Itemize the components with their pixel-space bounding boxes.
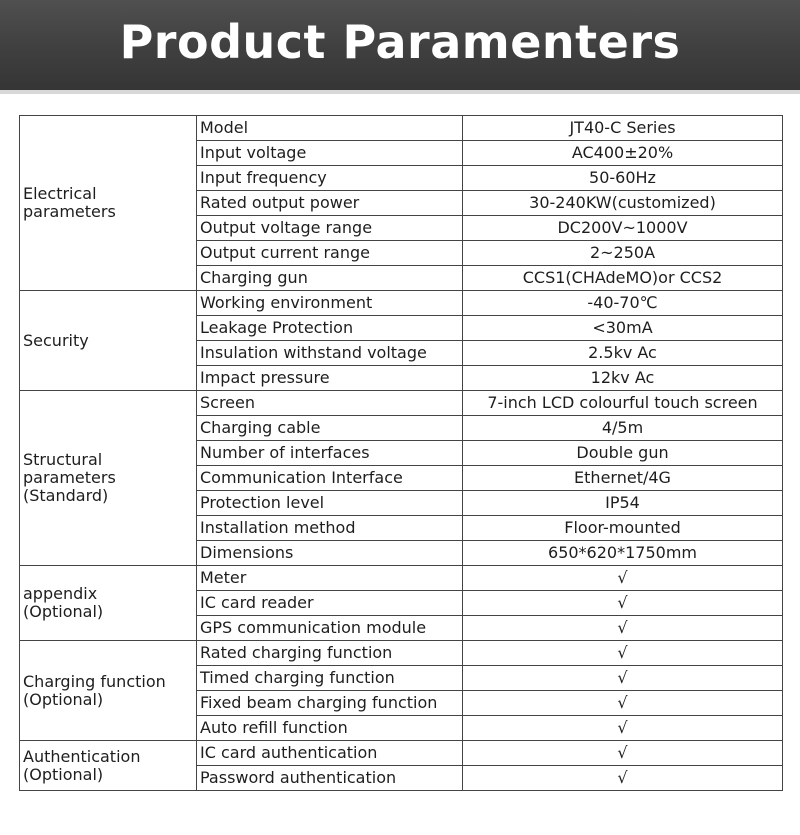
parameter-label: Insulation withstand voltage [197, 341, 463, 366]
parameter-value: -40-70℃ [463, 291, 783, 316]
parameter-value: √ [463, 566, 783, 591]
group-name-line: (Optional) [23, 689, 104, 709]
parameter-label: Output current range [197, 241, 463, 266]
group-name-cell [20, 391, 197, 566]
parameter-value: Double gun [463, 441, 783, 466]
parameter-label: Timed charging function [197, 666, 463, 691]
parameter-label: GPS communication module [197, 616, 463, 641]
parameter-value: CCS1(CHAdeMO)or CCS2 [463, 266, 783, 291]
parameter-value: Floor-mounted [463, 516, 783, 541]
group-name-line: Authentication [23, 746, 141, 766]
parameters-table-body [20, 116, 783, 791]
parameter-label: Working environment [197, 291, 463, 316]
parameter-label: Auto refill function [197, 716, 463, 741]
parameter-value: 4/5m [463, 416, 783, 441]
parameter-value: 2~250A [463, 241, 783, 266]
parameter-value: √ [463, 716, 783, 741]
parameter-label: Leakage Protection [197, 316, 463, 341]
page-title: Product Paramenters [119, 15, 681, 69]
group-name-line: Charging function [23, 671, 166, 691]
parameter-label: Meter [197, 566, 463, 591]
parameter-value: √ [463, 616, 783, 641]
parameter-label: Installation method [197, 516, 463, 541]
group-name-line: (Optional) [23, 764, 104, 784]
group-name-cell [20, 741, 197, 791]
parameter-value: DC200V~1000V [463, 216, 783, 241]
parameter-label: Input frequency [197, 166, 463, 191]
parameter-label: Output voltage range [197, 216, 463, 241]
group-name-line: Electrical [23, 184, 97, 203]
parameter-label: Fixed beam charging function [197, 691, 463, 716]
group-name-line: parameters [23, 202, 116, 221]
parameter-label: Charging gun [197, 266, 463, 291]
parameter-value: 30-240KW(customized) [463, 191, 783, 216]
table-row [20, 741, 783, 766]
table-row [20, 391, 783, 416]
parameter-label: Screen [197, 391, 463, 416]
group-name-line: Structural [23, 450, 103, 469]
group-name-line: (Optional) [23, 602, 104, 621]
table-row [20, 291, 783, 316]
parameter-label: Number of interfaces [197, 441, 463, 466]
parameter-label: Password authentication [197, 766, 463, 791]
table-row [20, 116, 783, 141]
parameter-label: Model [197, 116, 463, 141]
table-row [20, 566, 783, 591]
parameter-label: Impact pressure [197, 366, 463, 391]
parameter-label: Charging cable [197, 416, 463, 441]
parameter-value: 650*620*1750mm [463, 541, 783, 566]
parameter-label: Rated charging function [197, 641, 463, 666]
parameter-value: JT40-C Series [463, 116, 783, 141]
parameter-value: Ethernet/4G [463, 466, 783, 491]
parameter-label: Input voltage [197, 141, 463, 166]
parameter-label: Protection level [197, 491, 463, 516]
parameter-value: IP54 [463, 491, 783, 516]
parameters-table [19, 115, 783, 791]
parameter-value: AC400±20% [463, 141, 783, 166]
group-name-cell [20, 291, 197, 391]
group-name-line: Security [23, 330, 89, 350]
group-name-line: appendix [23, 584, 98, 603]
parameter-value: 12kv Ac [463, 366, 783, 391]
parameter-value: 2.5kv Ac [463, 341, 783, 366]
parameter-label: Communication Interface [197, 466, 463, 491]
parameter-value: √ [463, 766, 783, 791]
parameter-value: √ [463, 641, 783, 666]
parameter-value: √ [463, 666, 783, 691]
parameter-value: 7-inch LCD colourful touch screen [463, 391, 783, 416]
header-divider [0, 90, 800, 94]
parameter-label: IC card reader [197, 591, 463, 616]
parameter-value: √ [463, 741, 783, 766]
group-name-line: (Standard) [23, 486, 109, 505]
group-name-line: parameters [23, 468, 116, 487]
parameter-value: <30mA [463, 316, 783, 341]
group-name-cell [20, 116, 197, 291]
parameter-label: Rated output power [197, 191, 463, 216]
parameter-value: √ [463, 691, 783, 716]
header-banner [0, 0, 800, 90]
parameter-label: Dimensions [197, 541, 463, 566]
group-name-cell [20, 641, 197, 741]
parameter-label: IC card authentication [197, 741, 463, 766]
group-name-cell [20, 566, 197, 641]
parameter-value: 50-60Hz [463, 166, 783, 191]
table-row [20, 641, 783, 666]
parameter-value: √ [463, 591, 783, 616]
